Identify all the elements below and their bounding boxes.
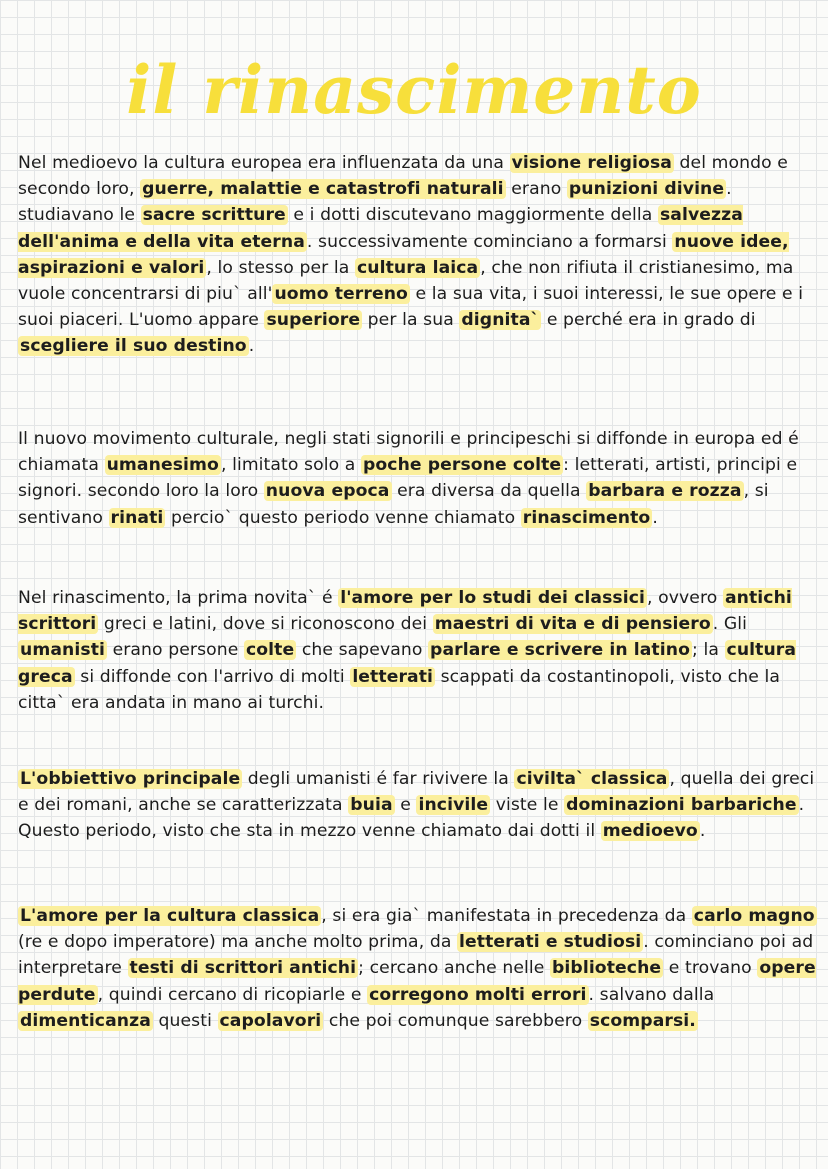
text-run: : letterati, artisti, principi e signori. secondo loro la loro: [18, 455, 798, 502]
text-run: erano persone: [107, 640, 244, 661]
text-run: . cominciano poi ad interpretare: [18, 932, 814, 979]
highlighted-text: visione religiosa: [511, 153, 672, 173]
text-run: , si sentivano: [18, 481, 769, 528]
text-run: . studiavano le: [18, 179, 732, 226]
text-run: .: [699, 821, 706, 842]
highlighted-text: biblioteche: [552, 958, 662, 979]
text-run: e i dotti discutevano maggiormente della: [287, 205, 658, 226]
highlighted-text: corregono molti errori: [369, 984, 587, 1005]
paragraph-1: [18, 150, 818, 360]
text-run: per la sua: [362, 310, 460, 331]
paragraph-3: [18, 585, 818, 716]
paragraph-4: [18, 766, 818, 845]
highlighted-text: dominazioni barbariche: [566, 795, 797, 816]
text-run: , lo stesso per la: [206, 257, 355, 278]
highlighted-text: poche persone colte: [362, 455, 562, 476]
text-run: ; la: [692, 640, 725, 661]
text-run: , quindi cercano di ricopiarle e: [97, 984, 368, 1005]
page-title: il rinascimento: [126, 51, 702, 129]
text-run: scappati da costantinopoli, visto che la citta` era andata in mano ai turchi.: [18, 666, 781, 713]
highlighted-text: barbara e rozza: [588, 481, 742, 502]
text-run: .: [248, 336, 255, 357]
highlighted-text: antichi scrittori: [18, 588, 792, 635]
text-run: (re e dopo imperatore) ma anche molto prima, da: [18, 932, 458, 953]
highlighted-text: l'amore per lo studi dei classici: [340, 588, 645, 608]
highlighted-text: superiore: [266, 310, 361, 331]
text-run: del mondo e secondo loro,: [18, 153, 788, 200]
text-run: , limitato solo a: [220, 455, 361, 476]
highlighted-text: umanesimo: [106, 455, 219, 476]
text-run: Nel medioevo la cultura europea era influenzata da una: [18, 153, 510, 173]
paragraph-2: [18, 426, 818, 531]
highlighted-text: carlo magno: [693, 906, 815, 926]
highlighted-text: uomo terreno: [274, 284, 408, 305]
highlighted-text: medioevo: [602, 821, 698, 842]
highlighted-text: dignita`: [461, 310, 540, 331]
text-run: ; cercano anche nelle: [358, 958, 551, 979]
highlighted-text: parlare e scrivere in latino: [430, 640, 690, 661]
highlighted-text: opere perdute: [18, 958, 816, 1005]
text-run: era diversa da quella: [391, 481, 587, 502]
text-run: greci e latini, dove si riconoscono dei: [98, 614, 433, 635]
text-run: erano: [505, 179, 567, 200]
text-run: .: [652, 507, 658, 528]
highlighted-text: cultura greca: [18, 640, 797, 687]
text-run: questi: [152, 1010, 218, 1031]
highlighted-text: capolavori: [219, 1010, 322, 1031]
text-run: . successivamente cominciano a formarsi: [306, 231, 673, 252]
highlighted-text: maestri di vita e di pensiero: [434, 614, 711, 635]
text-run: viste le: [490, 795, 565, 816]
highlighted-text: civilta` classica: [516, 769, 668, 789]
text-run: e: [394, 795, 417, 816]
highlighted-text: buia: [350, 795, 393, 816]
highlighted-text: salvezza dell'anima e della vita eterna: [18, 205, 743, 252]
text-run: , che non rifiuta il cristianesimo, ma vuole concentrarsi di piu` all': [18, 257, 794, 305]
highlighted-text: colte: [245, 640, 295, 661]
highlighted-text: letterati: [352, 666, 434, 687]
highlighted-text: scegliere il suo destino: [20, 336, 247, 357]
highlighted-text: rinascimento: [522, 507, 651, 528]
text-run: e trovano: [663, 958, 758, 979]
text-run: , si era gia` manifestata in precedenza da: [321, 906, 692, 926]
text-run: Il nuovo movimento culturale, negli stati signorili e principeschi si diffonde in europa ed é chiamata: [18, 429, 799, 476]
text-run: e la sua vita, i suoi interessi, le sue opere e i suoi piaceri. L'uomo appare: [18, 284, 804, 331]
highlighted-text: sacre scritture: [142, 205, 286, 226]
text-run: degli umanisti é far rivivere la: [242, 769, 515, 789]
text-run: che sapevano: [296, 640, 429, 661]
paragraph-5: [18, 903, 818, 1034]
text-run: percio` questo periodo venne chiamato: [165, 507, 521, 528]
highlighted-text: nuova epoca: [265, 481, 390, 502]
text-run: , quella dei greci e dei romani, anche se caratterizzata: [18, 769, 815, 816]
highlighted-text: rinati: [110, 507, 164, 528]
highlighted-text: testi di scrittori antichi: [129, 958, 357, 979]
text-run: . Questo periodo, visto che sta in mezzo venne chiamato dai dotti il: [18, 795, 805, 842]
highlighted-text: incivile: [418, 795, 489, 816]
text-run: e perché era in grado di: [541, 310, 756, 331]
text-run: . salvano dalla: [588, 984, 715, 1005]
highlighted-text: dimenticanza: [20, 1010, 151, 1031]
text-run: si diffonde con l'arrivo di molti: [74, 666, 351, 687]
highlighted-text: guerre, malattie e catastrofi naturali: [142, 179, 504, 200]
text-run: , ovvero: [647, 588, 723, 608]
text-run: Nel rinascimento, la prima novita` é: [18, 588, 339, 608]
highlighted-text: umanisti: [20, 640, 106, 661]
highlighted-text: L'obbiettivo principale: [20, 769, 241, 789]
highlighted-text: scomparsi.: [589, 1010, 696, 1031]
highlighted-text: L'amore per la cultura classica: [20, 906, 320, 926]
highlighted-text: nuove idee, aspirazioni e valori: [18, 231, 789, 278]
text-run: . Gli: [712, 614, 748, 635]
highlighted-text: punizioni divine: [568, 179, 725, 200]
text-run: che poi comunque sarebbero: [323, 1010, 588, 1031]
highlighted-text: cultura laica: [356, 257, 479, 278]
highlighted-text: letterati e studiosi: [459, 932, 642, 953]
